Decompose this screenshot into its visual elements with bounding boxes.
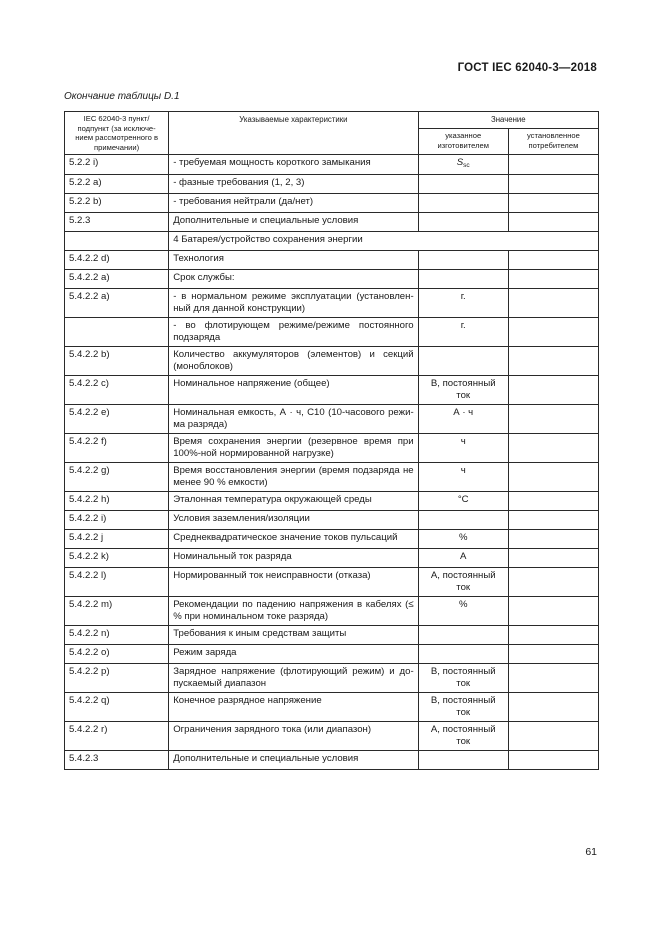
characteristic-cell: Номинальное напряжение (общее): [169, 376, 418, 405]
manufacturer-value-cell: [418, 270, 508, 289]
clause-cell: 5.4.2.2 q): [65, 693, 169, 722]
manufacturer-value-cell: В, постоянный ток: [418, 664, 508, 693]
clause-cell: 5.4.2.2 b): [65, 347, 169, 376]
consumer-value-cell: [508, 664, 598, 693]
table-row: [65, 597, 599, 626]
header-characteristics: Указываемые характеристики: [169, 112, 418, 155]
consumer-value-cell: [508, 194, 598, 213]
characteristic-cell: Зарядное напряжение (флотирующий режим) и до- пускаемый диапазон: [169, 664, 418, 693]
characteristic-cell: Конечное разрядное напряжение: [169, 693, 418, 722]
clause-cell: 5.4.2.2 l): [65, 568, 169, 597]
consumer-value-cell: [508, 376, 598, 405]
manufacturer-value-cell: %: [418, 530, 508, 549]
table-row: [65, 549, 599, 568]
clause-cell: 5.4.2.2 k): [65, 549, 169, 568]
characteristic-cell: Срок службы:: [169, 270, 418, 289]
consumer-value-cell: [508, 463, 598, 492]
characteristic-cell: Эталонная температура окружающей среды: [169, 492, 418, 511]
standard-code: ГОСТ IEC 62040-3—2018: [457, 62, 597, 74]
table-row: [65, 347, 599, 376]
characteristic-cell: Номинальная емкость, А · ч, С10 (10-часового режи- ма разряда): [169, 405, 418, 434]
clause-cell: 5.4.2.2 r): [65, 722, 169, 751]
characteristic-cell: Среднеквадратическое значение токов пульсаций: [169, 530, 418, 549]
consumer-value-cell: [508, 751, 598, 770]
characteristic-cell: Технология: [169, 251, 418, 270]
characteristic-cell: Нормированный ток неисправности (отказа): [169, 568, 418, 597]
characteristic-cell: Номинальный ток разряда: [169, 549, 418, 568]
characteristic-cell: Время сохранения энергии (резервное время при 100%-ной нормированной нагрузке): [169, 434, 418, 463]
manufacturer-value-cell: [418, 626, 508, 645]
consumer-value-cell: [508, 405, 598, 434]
characteristic-cell: Ограничения зарядного тока (или диапазон): [169, 722, 418, 751]
manufacturer-value-cell: ч: [418, 463, 508, 492]
clause-cell: 5.4.2.2 i): [65, 511, 169, 530]
consumer-value-cell: [508, 270, 598, 289]
spec-table: [64, 111, 599, 770]
table-row: [65, 213, 599, 232]
characteristic-cell: - во флотирующем режиме/режиме постоянного подзаряда: [169, 318, 418, 347]
consumer-value-cell: [508, 597, 598, 626]
table-row: [65, 270, 599, 289]
characteristic-cell: Время восстановления энергии (время подзаряда не менее 90 % емкости): [169, 463, 418, 492]
section-heading: 4 Батарея/устройство сохранения энергии: [169, 232, 599, 251]
manufacturer-value-cell: А · ч: [418, 405, 508, 434]
header-consumer: установленное потребителем: [508, 129, 598, 155]
table-row: [65, 194, 599, 213]
manufacturer-value-cell: А, постоянный ток: [418, 722, 508, 751]
table-row: [65, 434, 599, 463]
manufacturer-value-cell: [418, 751, 508, 770]
characteristic-cell: Количество аккумуляторов (элементов) и секций (моноблоков): [169, 347, 418, 376]
manufacturer-value-cell: [418, 175, 508, 194]
manufacturer-value-cell: [418, 213, 508, 232]
manufacturer-value-cell: г.: [418, 318, 508, 347]
characteristic-cell: Дополнительные и специальные условия: [169, 751, 418, 770]
clause-cell: 5.4.2.2 e): [65, 405, 169, 434]
clause-cell: [65, 318, 169, 347]
section-clause-cell: [65, 232, 169, 251]
manufacturer-value-cell: [418, 511, 508, 530]
manufacturer-value-cell: [418, 645, 508, 664]
consumer-value-cell: [508, 175, 598, 194]
clause-cell: 5.4.2.2 a): [65, 289, 169, 318]
ssc-symbol: [457, 157, 470, 168]
consumer-value-cell: [508, 251, 598, 270]
clause-cell: 5.4.2.2 a): [65, 270, 169, 289]
characteristic-cell: Дополнительные и специальные условия: [169, 213, 418, 232]
clause-cell: 5.2.3: [65, 213, 169, 232]
characteristic-cell: Рекомендации по падению напряжения в кабелях (≤ % при номинальном токе разряда): [169, 597, 418, 626]
consumer-value-cell: [508, 434, 598, 463]
table-row: [65, 511, 599, 530]
table-row: [65, 492, 599, 511]
consumer-value-cell: [508, 318, 598, 347]
table-body: [65, 155, 599, 770]
manufacturer-value-cell: [418, 347, 508, 376]
characteristic-cell: Требования к иным средствам защиты: [169, 626, 418, 645]
consumer-value-cell: [508, 492, 598, 511]
consumer-value-cell: [508, 530, 598, 549]
clause-cell: 5.4.2.2 c): [65, 376, 169, 405]
table-row: [65, 405, 599, 434]
table-row: [65, 175, 599, 194]
characteristic-cell: - фазные требования (1, 2, 3): [169, 175, 418, 194]
header-clause: IEC 62040-3 пункт/ подпункт (за исключе- нием рассмотренного в примечании): [65, 112, 169, 155]
clause-cell: 5.4.2.2 j: [65, 530, 169, 549]
manufacturer-value-cell: В, постоянный ток: [418, 376, 508, 405]
consumer-value-cell: [508, 549, 598, 568]
table-row: [65, 751, 599, 770]
manufacturer-value-cell: [418, 251, 508, 270]
header-manufacturer: указанное изготовителем: [418, 129, 508, 155]
clause-cell: 5.4.2.2 n): [65, 626, 169, 645]
page-number: 61: [585, 846, 597, 858]
manufacturer-value-cell: ч: [418, 434, 508, 463]
characteristic-cell: - требования нейтрали (да/нет): [169, 194, 418, 213]
manufacturer-value-cell: А: [418, 549, 508, 568]
table-row: [65, 251, 599, 270]
clause-cell: 5.4.2.2 g): [65, 463, 169, 492]
manufacturer-value-cell: %: [418, 597, 508, 626]
table-row: [65, 463, 599, 492]
manufacturer-value-cell: [418, 155, 508, 175]
manufacturer-value-cell: [418, 194, 508, 213]
table-row: [65, 645, 599, 664]
clause-cell: 5.4.2.2 f): [65, 434, 169, 463]
clause-cell: 5.2.2 i): [65, 155, 169, 175]
table-row: [65, 722, 599, 751]
consumer-value-cell: [508, 693, 598, 722]
characteristic-cell: Режим заряда: [169, 645, 418, 664]
table-row: [65, 232, 599, 251]
table-row: [65, 376, 599, 405]
characteristic-cell: - в нормальном режиме эксплуатации (установлен- ный для данной конструкции): [169, 289, 418, 318]
table-caption: Окончание таблицы D.1: [64, 91, 180, 102]
consumer-value-cell: [508, 347, 598, 376]
clause-cell: 5.2.2 a): [65, 175, 169, 194]
manufacturer-value-cell: °С: [418, 492, 508, 511]
consumer-value-cell: [508, 722, 598, 751]
table-row: [65, 664, 599, 693]
table-row: [65, 318, 599, 347]
header-value: Значение: [418, 112, 598, 129]
consumer-value-cell: [508, 155, 598, 175]
clause-cell: 5.4.2.2 d): [65, 251, 169, 270]
clause-cell: 5.4.2.2 o): [65, 645, 169, 664]
table-row: [65, 693, 599, 722]
manufacturer-value-cell: А, постоянный ток: [418, 568, 508, 597]
table-row: [65, 530, 599, 549]
clause-cell: 5.4.2.2 m): [65, 597, 169, 626]
characteristic-cell: - требуемая мощность короткого замыкания: [169, 155, 418, 175]
ssc-symbol-main: S: [456, 157, 464, 168]
manufacturer-value-cell: В, постоянный ток: [418, 693, 508, 722]
consumer-value-cell: [508, 645, 598, 664]
consumer-value-cell: [508, 289, 598, 318]
table-row: [65, 289, 599, 318]
ssc-symbol-sub: sc: [463, 162, 470, 169]
consumer-value-cell: [508, 213, 598, 232]
table-row: [65, 568, 599, 597]
clause-cell: 5.4.2.2 h): [65, 492, 169, 511]
clause-cell: 5.2.2 b): [65, 194, 169, 213]
characteristic-cell: Условия заземления/изоляции: [169, 511, 418, 530]
consumer-value-cell: [508, 511, 598, 530]
consumer-value-cell: [508, 568, 598, 597]
consumer-value-cell: [508, 626, 598, 645]
table-row: [65, 626, 599, 645]
clause-cell: 5.4.2.3: [65, 751, 169, 770]
clause-cell: 5.4.2.2 p): [65, 664, 169, 693]
table-row: [65, 155, 599, 175]
manufacturer-value-cell: г.: [418, 289, 508, 318]
